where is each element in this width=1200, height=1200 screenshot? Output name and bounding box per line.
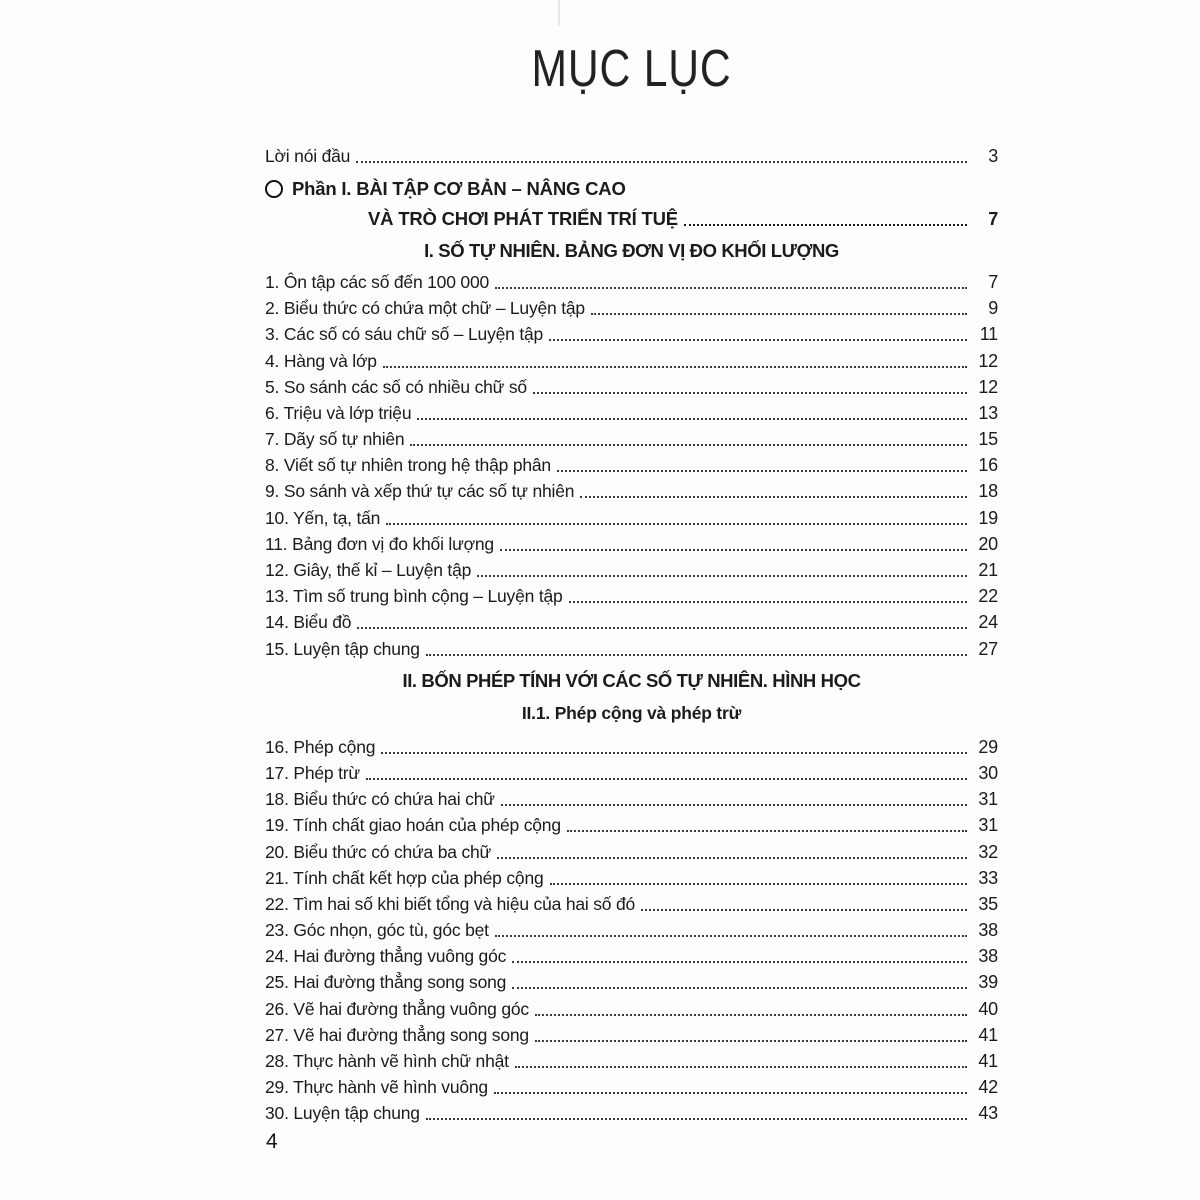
toc-item-page-number: 31 <box>978 789 998 810</box>
toc-row <box>265 555 998 581</box>
toc-item-label: 10. Yến, tạ, tấn <box>265 507 381 528</box>
toc-content <box>265 42 998 1124</box>
toc-item-page-number: 22 <box>978 586 998 607</box>
toc-item-label: 4. Hàng và lớp <box>265 350 377 371</box>
toc-item-page-number: 11 <box>979 324 998 345</box>
dot-leader <box>386 523 967 525</box>
toc-item-label: 14. Biểu đồ <box>265 612 352 633</box>
dot-leader <box>549 339 967 341</box>
toc-item-label: 18. Biểu thức có chứa hai chữ <box>265 789 495 810</box>
toc-item-page-number: 15 <box>978 429 998 450</box>
toc-item-label: 17. Phép trừ <box>265 762 360 783</box>
dot-leader <box>497 857 967 859</box>
toc-item-page-number: 38 <box>978 920 998 941</box>
toc-row <box>265 398 998 424</box>
toc-item-page-number: 41 <box>978 1024 998 1045</box>
toc-row <box>265 863 998 889</box>
toc-item-page-number: 9 <box>988 298 998 319</box>
toc-row <box>265 758 998 784</box>
toc-row <box>265 1072 998 1098</box>
dot-leader <box>366 778 967 780</box>
toc-item-label: 16. Phép cộng <box>265 736 376 757</box>
toc-item-page-number: 19 <box>978 507 998 528</box>
dot-leader <box>515 1066 967 1068</box>
toc-row <box>265 633 998 659</box>
dot-leader <box>557 470 967 472</box>
dot-leader <box>357 627 967 629</box>
toc-item-page-number: 40 <box>978 998 998 1019</box>
toc-item-page-number: 38 <box>978 946 998 967</box>
page-title: MỤC LỤC <box>531 40 732 98</box>
dot-leader <box>477 575 967 577</box>
toc-item-label: 6. Triệu và lớp triệu <box>265 402 412 423</box>
toc-item-page-number: 12 <box>978 376 998 397</box>
toc-item-page-number: 43 <box>978 1103 998 1124</box>
toc-item-label: 22. Tìm hai số khi biết tổng và hiệu của hai số đó <box>265 893 636 914</box>
toc-item-page-number: 20 <box>978 533 998 554</box>
toc-item-page-number: 33 <box>978 867 998 888</box>
toc-row <box>265 784 998 810</box>
toc-row <box>265 476 998 502</box>
dot-leader <box>512 961 967 963</box>
toc-item-label: 25. Hai đường thẳng song song <box>265 972 507 993</box>
dot-leader <box>535 1014 967 1016</box>
toc-item-label: 23. Góc nhọn, góc tù, góc bẹt <box>265 920 489 941</box>
toc-item-page-number: 41 <box>978 1051 998 1072</box>
toc-row <box>265 732 998 758</box>
dot-leader <box>381 752 967 754</box>
toc-item-page-number: 42 <box>978 1077 998 1098</box>
dot-leader <box>426 1118 967 1120</box>
part-heading-line2 <box>368 203 998 230</box>
toc-row <box>265 1098 998 1124</box>
toc-row <box>265 836 998 862</box>
toc-item-label: 20. Biểu thức có chứa ba chữ <box>265 841 492 862</box>
toc-item-label: 2. Biểu thức có chứa một chữ – Luyện tập <box>265 298 585 319</box>
toc-row <box>265 450 998 476</box>
preface-page-number: 3 <box>988 145 998 166</box>
dot-leader <box>410 444 967 446</box>
toc-item-page-number: 13 <box>978 402 998 423</box>
part-page-number: 7 <box>988 208 998 229</box>
toc-row <box>265 810 998 836</box>
dot-leader <box>641 909 967 911</box>
toc-row <box>265 1020 998 1046</box>
dot-leader <box>512 987 967 989</box>
dot-leader <box>533 392 967 394</box>
toc-item-page-number: 29 <box>978 736 998 757</box>
toc-row <box>265 941 998 967</box>
toc-item-page-number: 7 <box>988 271 998 292</box>
toc-item-page-number: 30 <box>978 762 998 783</box>
toc-row <box>265 1046 998 1072</box>
toc-row <box>265 915 998 941</box>
toc-item-label: 9. So sánh và xếp thứ tự các số tự nhiên <box>265 481 575 502</box>
toc-item-page-number: 27 <box>978 638 998 659</box>
toc-item-label: 27. Vẽ hai đường thẳng song song <box>265 1024 529 1045</box>
toc-item-label: 7. Dãy số tự nhiên <box>265 429 405 450</box>
toc-item-label: 15. Luyện tập chung <box>265 638 420 659</box>
toc-item-page-number: 39 <box>978 972 998 993</box>
toc-row <box>265 293 998 319</box>
dot-leader <box>500 549 967 551</box>
toc-item-label: 11. Bảng đơn vị đo khối lượng <box>265 533 494 554</box>
toc-item-label: 21. Tính chất kết hợp của phép cộng <box>265 867 544 888</box>
preface-label: Lời nói đầu <box>265 145 351 166</box>
toc-item-page-number: 31 <box>978 815 998 836</box>
toc-row <box>265 319 998 345</box>
toc-item-label: 13. Tìm số trung bình cộng – Luyện tập <box>265 586 563 607</box>
dot-leader <box>356 161 967 163</box>
toc-item-label: 3. Các số có sáu chữ số – Luyện tập <box>265 324 544 345</box>
toc-row <box>265 529 998 555</box>
toc-row-preface <box>265 141 998 167</box>
toc-item-page-number: 35 <box>978 893 998 914</box>
toc-row <box>265 267 998 293</box>
toc-item-label: 12. Giây, thế kỉ – Luyện tập <box>265 560 472 581</box>
toc-item-label: 26. Vẽ hai đường thẳng vuông góc <box>265 998 529 1019</box>
dot-leader <box>580 496 967 498</box>
toc-item-label: 8. Viết số tự nhiên trong hệ thập phân <box>265 455 551 476</box>
toc-row <box>265 889 998 915</box>
circle-bullet-icon <box>265 180 283 198</box>
dot-leader <box>684 224 967 226</box>
toc-item-page-number: 18 <box>978 481 998 502</box>
dot-leader <box>495 935 967 937</box>
part-heading-text-continued: VÀ TRÒ CHƠI PHÁT TRIỂN TRÍ TUỆ <box>368 207 678 229</box>
toc-item-page-number: 12 <box>978 350 998 371</box>
toc-item-label: 1. Ôn tập các số đến 100 000 <box>265 271 490 292</box>
toc-row <box>265 372 998 398</box>
section-heading: II. BỐN PHÉP TÍNH VỚI CÁC SỐ TỰ NHIÊN. HÌNH HỌC <box>402 669 861 691</box>
toc-item-label: 28. Thực hành vẽ hình chữ nhật <box>265 1051 509 1072</box>
toc-row <box>265 345 998 371</box>
toc-row <box>265 581 998 607</box>
dot-leader <box>494 1092 967 1094</box>
toc-row <box>265 607 998 633</box>
toc-row <box>265 502 998 528</box>
section-subheading: II.1. Phép cộng và phép trừ <box>521 702 742 723</box>
toc-item-page-number: 24 <box>978 612 998 633</box>
dot-leader <box>569 601 967 603</box>
toc-row <box>265 424 998 450</box>
scan-artifact-line <box>558 0 560 26</box>
dot-leader <box>417 418 967 420</box>
dot-leader <box>426 654 967 656</box>
toc-item-label: 29. Thực hành vẽ hình vuông <box>265 1077 488 1098</box>
toc-item-label: 19. Tính chất giao hoán của phép cộng <box>265 815 561 836</box>
section-heading: I. SỐ TỰ NHIÊN. BẢNG ĐƠN VỊ ĐO KHỐI LƯỢNG <box>424 239 839 261</box>
part-heading-line1 <box>265 176 998 203</box>
dot-leader <box>383 366 967 368</box>
toc-item-label: 5. So sánh các số có nhiều chữ số <box>265 376 527 397</box>
toc-sections <box>265 238 998 1125</box>
toc-item-label: 30. Luyện tập chung <box>265 1103 420 1124</box>
dot-leader <box>550 883 967 885</box>
footer-page-number: 4 <box>266 1130 278 1153</box>
toc-item-page-number: 32 <box>978 841 998 862</box>
toc-row <box>265 967 998 993</box>
toc-item-page-number: 21 <box>978 560 998 581</box>
dot-leader <box>591 313 967 315</box>
part-heading-text: Phần I. BÀI TẬP CƠ BẢN – NÂNG CAO <box>292 178 626 200</box>
dot-leader <box>495 287 967 289</box>
toc-item-page-number: 16 <box>978 455 998 476</box>
part-heading-block <box>265 176 998 230</box>
dot-leader <box>535 1040 967 1042</box>
dot-leader <box>501 804 967 806</box>
toc-item-label: 24. Hai đường thẳng vuông góc <box>265 946 507 967</box>
toc-row <box>265 993 998 1019</box>
dot-leader <box>567 830 967 832</box>
